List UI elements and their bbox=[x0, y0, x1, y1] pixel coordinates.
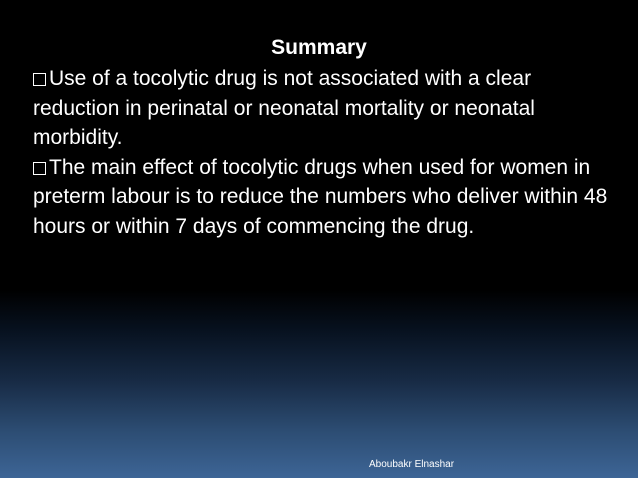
checkbox-square-icon bbox=[33, 73, 46, 86]
checkbox-square-icon bbox=[33, 162, 46, 175]
bullet-item bbox=[33, 64, 613, 153]
slide-title: Summary bbox=[271, 36, 367, 59]
bullet-item bbox=[33, 153, 613, 242]
bullet-text: The main effect of tocolytic drugs when used for women in preterm labour is to reduce the numbers who deliver within 48 hours or within 7 days of commencing the drug. bbox=[33, 155, 608, 238]
bullet-text: Use of a tocolytic drug is not associated with a clear reduction in perinatal or neonatal mortality or neonatal morbidity. bbox=[33, 67, 535, 149]
footer-author: Aboubakr Elnashar bbox=[369, 459, 455, 470]
slide-body bbox=[33, 64, 613, 241]
